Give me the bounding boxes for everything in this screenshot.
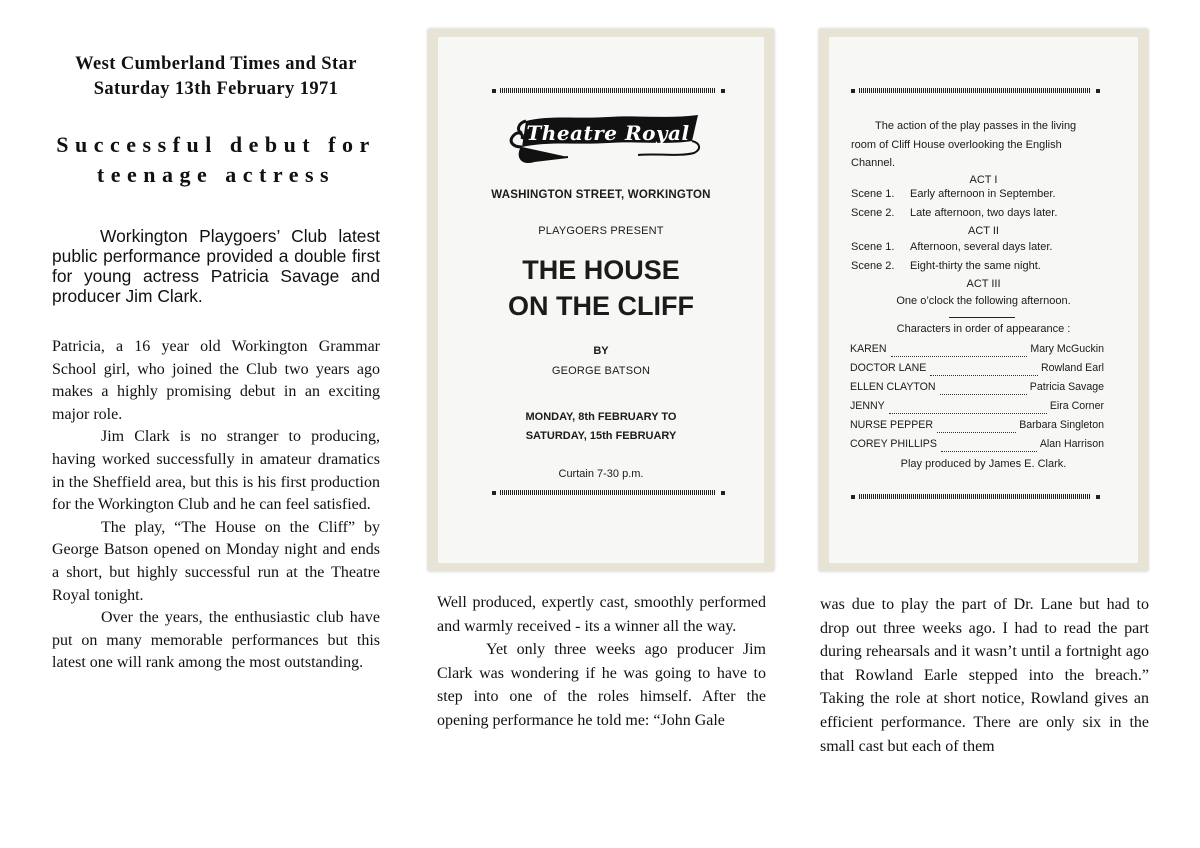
programme-inside-sheet	[829, 37, 1138, 563]
cast-actor: Eira Corner	[1049, 400, 1104, 412]
masthead	[40, 52, 392, 102]
programme-cover-photo	[428, 29, 774, 571]
run-dates-line-2: SATURDAY, 15th FEBRUARY	[525, 430, 677, 442]
cast-actor: Rowland Earl	[1040, 362, 1104, 374]
programme-inside-photo	[819, 29, 1148, 571]
ornament-dot	[492, 89, 496, 93]
producer-credit: Play produced by James E. Clark.	[900, 458, 1067, 470]
setting-line-2: room of Cliff House overlooking the English	[851, 139, 1062, 151]
act-2-scene-2-label: Scene 2.	[851, 260, 895, 272]
ornament-rule-bottom	[859, 494, 1091, 499]
ornament-dot	[721, 491, 725, 495]
cast-actor: Mary McGuckin	[1030, 343, 1104, 355]
presenter-line: PLAYGOERS PRESENT	[538, 225, 664, 237]
ornament-dot	[851, 495, 855, 499]
run-dates-line-1: MONDAY, 8th FEBRUARY TO	[525, 411, 677, 423]
leader-dots	[937, 419, 1016, 433]
cast-role: JENNY	[850, 400, 885, 412]
newspaper-name: West Cumberland Times and Star	[75, 54, 357, 74]
leader-dots	[889, 400, 1047, 414]
setting-line-1: The action of the play passes in the living	[875, 120, 1077, 132]
ornament-dot	[721, 89, 725, 93]
paragraph: Yet only three weeks ago producer Jim Clark was wondering if he was going to have to step into one of the roles himself. After the opening performance he told me: “John Gale	[437, 641, 766, 729]
act-3-heading: ACT III	[966, 278, 1001, 290]
leader-dots	[941, 438, 1037, 452]
cast-actor: Alan Harrison	[1039, 438, 1104, 450]
headline-line-1: Successful debut for	[56, 132, 376, 157]
paragraph: Patricia, a 16 year old Workington Grammar School girl, who joined the Club two years ago makes a highly promising debut in an exciting major role.	[52, 338, 380, 423]
publication-date: Saturday 13th February 1971	[93, 79, 339, 99]
leader-dots	[940, 381, 1027, 395]
article-column-2	[437, 591, 766, 733]
cast-row	[850, 419, 1104, 438]
article-column-3	[820, 593, 1149, 758]
cast-row	[850, 362, 1104, 381]
theatre-address: WASHINGTON STREET, WORKINGTON	[491, 189, 711, 201]
cast-row	[850, 381, 1104, 400]
act-1-scene-2-text: Late afternoon, two days later.	[910, 207, 1058, 219]
cast-role: DOCTOR LANE	[850, 362, 927, 374]
act-3-text: One o’clock the following afternoon.	[896, 295, 1071, 307]
ornament-dot	[1096, 495, 1100, 499]
by-label: BY	[593, 345, 609, 357]
cast-row	[850, 343, 1104, 362]
cast-actor: Patricia Savage	[1029, 381, 1104, 393]
ornament-dot	[851, 89, 855, 93]
act-1-scene-1-label: Scene 1.	[851, 188, 895, 200]
characters-heading: Characters in order of appearance :	[896, 323, 1071, 335]
headline	[40, 130, 392, 190]
article-column-1	[52, 336, 380, 675]
leader-dots	[891, 343, 1028, 357]
paragraph: The play, “The House on the Cliff” by George Batson opened on Monday night and ends a short, but highly successful run at the Theatre Royal tonight.	[52, 518, 380, 604]
cast-role: ELLEN CLAYTON	[850, 381, 936, 393]
paragraph: Jim Clark is no stranger to producing, having worked successfully in amateur dramatics in the Sheffield area, but this is his first production for the Workington Club and he can feel satisfied.	[52, 428, 380, 514]
cast-role: COREY PHILLIPS	[850, 438, 937, 450]
act-1-heading: ACT I	[969, 174, 998, 186]
cast-row	[850, 400, 1104, 419]
divider	[949, 317, 1015, 318]
programme-cover-sheet	[438, 37, 764, 563]
act-1-scene-1-text: Early afternoon in September.	[910, 188, 1056, 200]
cast-role: NURSE PEPPER	[850, 419, 934, 431]
play-title-line-1: THE HOUSE	[522, 255, 680, 285]
ornament-dot	[492, 491, 496, 495]
cast-role: KAREN	[850, 343, 887, 355]
leader-dots	[930, 362, 1038, 376]
paragraph: Over the years, the enthusiastic club have put on many memorable performances but this latest one will rank among the most outstanding.	[52, 609, 380, 672]
ornament-rule-bottom	[500, 490, 716, 495]
standfirst	[52, 226, 380, 306]
headline-line-2: teenage actress	[96, 162, 336, 187]
ornament-rule-top	[859, 88, 1091, 93]
paragraph: was due to play the part of Dr. Lane but had to drop out three weeks ago. I had to read the part during rehearsals and it wasn’t until a fortnight ago that Rowland Earle stepped into the breach.” Taking the role at short notice, Rowland gives an efficient performance. There are only six in the small cast but each of them	[820, 596, 1149, 755]
play-title-line-2: ON THE CLIFF	[508, 291, 694, 321]
act-2-scene-2-text: Eight-thirty the same night.	[910, 260, 1041, 272]
act-2-scene-1-label: Scene 1.	[851, 241, 895, 253]
ornament-rule-top	[500, 88, 716, 93]
setting-line-3: Channel.	[851, 157, 896, 169]
curtain-time: Curtain 7-30 p.m.	[558, 468, 644, 480]
banner-title: Theatre Royal	[526, 121, 690, 145]
standfirst-text: Workington Playgoers’ Club latest public performance provided a double first for young actress Patricia Savage and producer Jim Clark.	[52, 226, 380, 306]
ornament-dot	[1096, 89, 1100, 93]
cast-actor: Barbara Singleton	[1019, 419, 1104, 431]
act-2-scene-1-text: Afternoon, several days later.	[910, 241, 1053, 253]
paragraph: Well produced, expertly cast, smoothly performed and warmly received - its a winner all the way.	[437, 594, 766, 635]
author-name: GEORGE BATSON	[551, 365, 651, 377]
act-1-scene-2-label: Scene 2.	[851, 207, 895, 219]
act-2-heading: ACT II	[968, 225, 999, 237]
